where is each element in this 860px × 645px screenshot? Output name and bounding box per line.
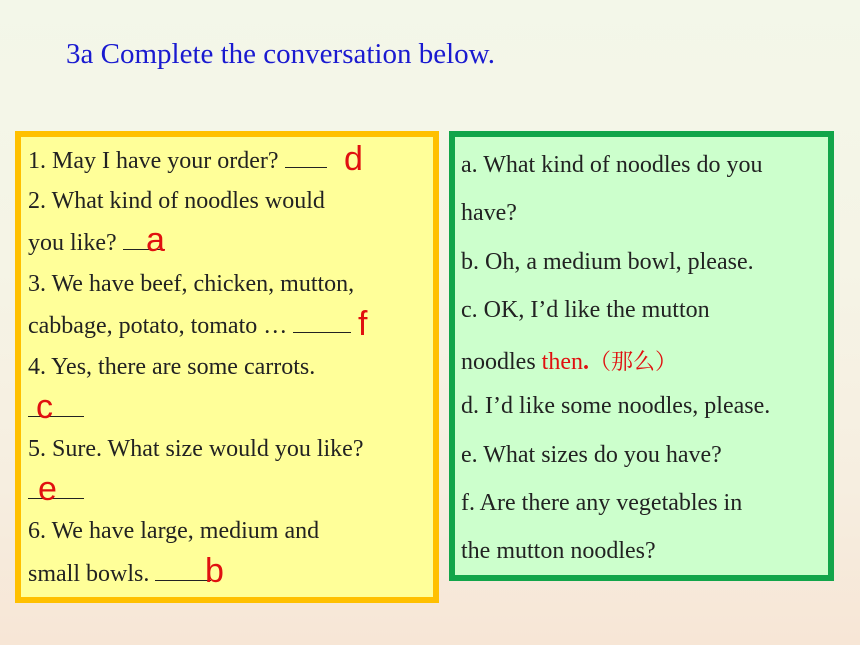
answer-5: e <box>38 470 57 508</box>
question-line-2: 2. What kind of noodles would <box>28 188 325 214</box>
answer-blank[interactable] <box>285 147 327 168</box>
answer-blank[interactable] <box>155 560 211 581</box>
response-c-line-1: c. OK, I’d like the mutton <box>461 297 710 323</box>
question-line-3: you like? <box>28 229 165 257</box>
question-line-11: small bowls. <box>28 560 211 588</box>
then-gloss: （那么） <box>589 350 678 375</box>
question-line-8: 5. Sure. What size would you like? <box>28 436 364 462</box>
answer-2: a <box>146 221 165 259</box>
response-d: d. I’d like some noodles, please. <box>461 393 771 419</box>
answer-blank[interactable] <box>293 312 351 333</box>
response-e: e. What sizes do you have? <box>461 442 722 468</box>
response-a-line-2: have? <box>461 200 517 226</box>
question-line-4: 3. We have beef, chicken, mutton, <box>28 271 355 297</box>
response-b: b. Oh, a medium bowl, please. <box>461 249 754 275</box>
response-f-line-1: f. Are there any vegetables in <box>461 490 743 516</box>
exercise-title: 3a Complete the conversation below. <box>66 38 495 70</box>
response-f-line-2: the mutton noodles? <box>461 538 656 564</box>
question-line-10: 6. We have large, medium and <box>28 518 320 544</box>
response-a-line-1: a. What kind of noodles do you <box>461 152 763 178</box>
answer-3: f <box>358 305 368 343</box>
question-line-6: 4. Yes, there are some carrots. <box>28 354 316 380</box>
response-c-line-2: noodles then.（那么） <box>461 349 678 375</box>
then-word: then <box>541 349 583 375</box>
answer-4: c <box>36 388 53 426</box>
answer-1: d <box>344 140 363 178</box>
question-line-5: cabbage, potato, tomato … <box>28 312 351 340</box>
then-period: . <box>583 349 589 375</box>
answer-6: b <box>205 552 224 590</box>
question-line-1: 1. May I have your order? <box>28 147 327 175</box>
